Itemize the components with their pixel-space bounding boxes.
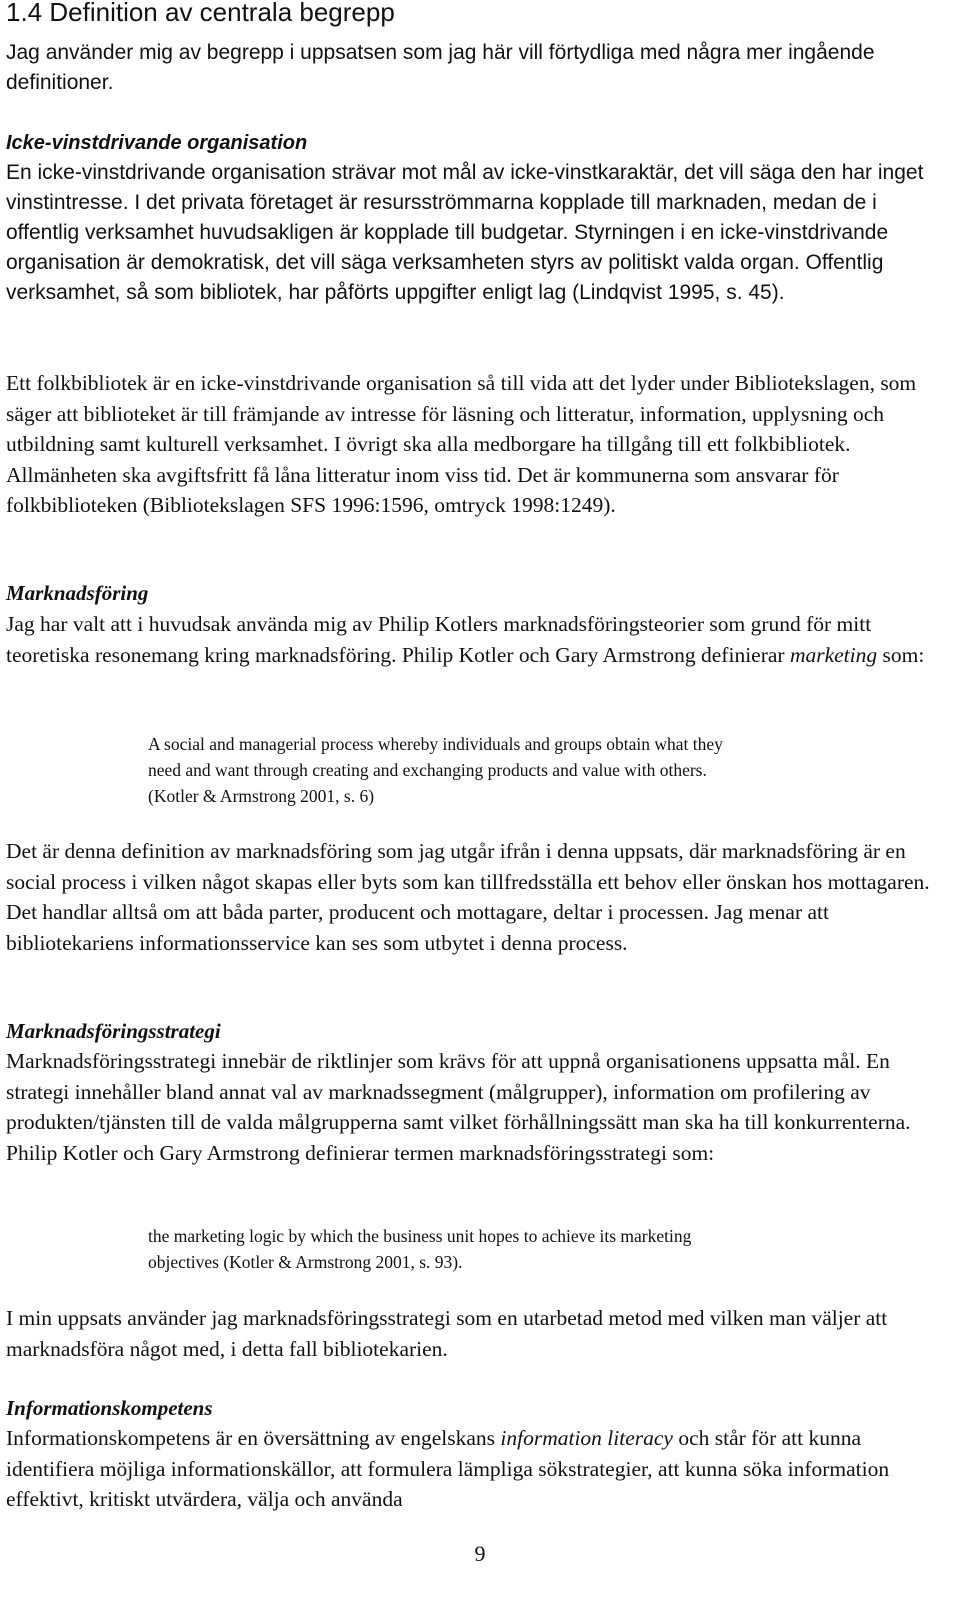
nonprofit-sentence-3: Offentlig verksamhet, så som bibliotek, har påförts uppgifter enligt lag (Lindqvist 1995, s. 45). — [6, 251, 884, 304]
strategy-quote: the marketing logic by which the business unit hopes to achieve its marketing objectives (Kotler & Armstrong 2001, s. 93). — [148, 1226, 692, 1272]
nonprofit-sentence-1: En icke-vinstdrivande organisation strävar mot mål av icke-vinstkaraktär, det vill säga den har inget vinstintresse. — [6, 161, 924, 214]
term-nonprofit: Icke-vinstdrivande organisation — [6, 132, 308, 154]
strategy-paragraph-1: Marknadsföringsstrategi innebär de riktlinjer som krävs för att uppnå organisationens uppsatta mål. En strategi innehåller bland annat val av marknadssegment (målgrupper), information om profilering av produkten/tjänsten till de valda målgrupperna samt vilket förhållningssätt man ska ha till konkurrenterna. Philip Kotler och Gary Armstrong definierar termen marknadsföringsstrategi som: — [6, 1049, 911, 1165]
nonprofit-sentence-2: I det privata företaget är resursströmmarna kopplade till marknaden, medan de i offentlig verksamhet huvudsakligen är kopplade till budgetar. Styrningen i en icke-vinstdrivande organisation är demokratisk, det vill säga verksamheten styrs av politiskt valda organ. — [6, 191, 889, 274]
term-marketing: Marknadsföring — [6, 581, 149, 605]
infolit-p1-text: Informationskompetens är en översättning av engelskans — [6, 1426, 501, 1450]
infolit-term-emphasis: information literacy — [500, 1426, 673, 1450]
nonprofit-paragraph-2: Ett folkbibliotek är en icke-vinstdrivande organisation så till vida att det lyder under Bibliotekslagen, som säger att biblioteket är till främjande av intresse för läsning och litteratur, information, upplysning och utbildning samt kulturell verksamhet. I övrigt ska alla medborgare ha tillgång till ett folkbibliotek. Allmänheten ska avgiftsfritt få låna litteratur inom viss tid. Det är kommunerna som ansvarar för folkbiblioteken (Bibliotekslagen SFS 1996:1596, omtryck 1998:1249). — [6, 371, 917, 517]
term-strategy: Marknadsföringsstrategi — [6, 1019, 221, 1043]
marketing-p1-after: som: — [877, 642, 925, 667]
strategy-paragraph-2: I min uppsats använder jag marknadsföringsstrategi som en utarbetad metod med vilken man väljer att marknadsföra något med, i detta fall bibliotekarien. — [6, 1306, 888, 1361]
marketing-term-emphasis: marketing — [789, 642, 878, 667]
term-infolit: Informationskompetens — [6, 1396, 213, 1420]
intro-paragraph: Jag använder mig av begrepp i uppsatsen som jag här vill förtydliga med några mer ingående definitioner. — [6, 41, 875, 94]
marketing-paragraph-1 — [6, 609, 951, 670]
marketing-p1-text: Jag har valt att i huvudsak använda mig av Philip Kotlers marknadsföringsteorier som grund för mitt teoretiska resonemang kring marknadsföring. Philip Kotler och Gary Armstrong definierar — [6, 612, 872, 667]
section-heading: 1.4 Definition av centrala begrepp — [6, 0, 395, 27]
page-number: 9 — [474, 1541, 486, 1566]
nonprofit-paragraph-1 — [6, 158, 951, 308]
marketing-quote: A social and managerial process whereby individuals and groups obtain what they need and want through creating and exchanging products and value with others. (Kotler & Armstrong 2001, s. 6) — [148, 734, 723, 806]
infolit-paragraph-1 — [6, 1423, 951, 1515]
marketing-paragraph-2: Det är denna definition av marknadsföring som jag utgår ifrån i denna uppsats, där marknadsföring är en social process i vilken något skapas eller byts som kan tillfredsställa ett behov eller önskan hos mottagaren. Det handlar alltså om att båda parter, producent och mottagare, deltar i processen. Jag menar att bibliotekariens informationsservice kan ses som utbytet i denna process. — [6, 839, 930, 955]
infolit-p1-after: och står för att kunna identifiera möjliga informationskällor, att formulera lämpliga sökstrategier, att kunna söka information effektivt, kritiskt utvärdera, välja och använda — [6, 1426, 890, 1511]
